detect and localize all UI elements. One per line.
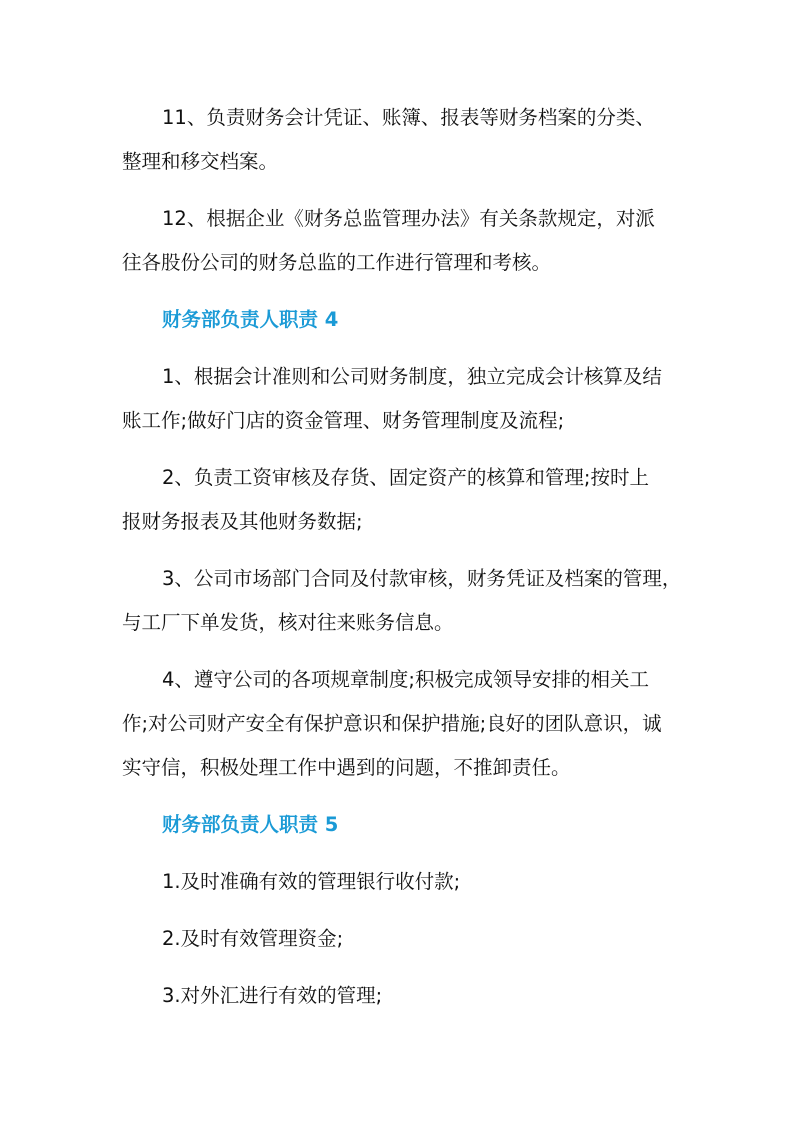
- paragraph: [122, 456, 702, 544]
- paragraph: [122, 197, 702, 285]
- text-line: 12、根据企业《财务总监管理办法》有关条款规定，对派: [162, 207, 655, 230]
- text-line: 作;对公司财产安全有保护意识和保护措施;良好的团队意识，诚: [122, 712, 662, 735]
- text-line: 往各股份公司的财务总监的工作进行管理和考核。: [122, 251, 552, 274]
- paragraph: [122, 355, 702, 443]
- text-line: 1.及时准确有效的管理银行收付款;: [162, 870, 461, 893]
- text-line: 3、公司市场部门合同及付款审核，财务凭证及档案的管理，: [162, 567, 682, 590]
- paragraph: [122, 96, 702, 184]
- text-line: 账工作;做好门店的资金管理、财务管理制度及流程;: [122, 409, 565, 432]
- document-body: [122, 96, 702, 1031]
- text-line: 3.对外汇进行有效的管理;: [162, 984, 383, 1007]
- paragraph: [122, 658, 702, 790]
- text-line: 实守信，积极处理工作中遇到的问题，不推卸责任。: [122, 756, 571, 779]
- text-line: 财务部负责人职责 5: [162, 813, 339, 836]
- text-line: 与工厂下单发货，核对往来账务信息。: [122, 611, 454, 634]
- text-line: 1、根据会计准则和公司财务制度，独立完成会计核算及结: [162, 365, 662, 388]
- text-line: 11、负责财务会计凭证、账簿、报表等财务档案的分类、: [162, 106, 655, 129]
- paragraph: [122, 557, 702, 645]
- section-heading: [122, 803, 702, 847]
- text-line: 2、负责工资审核及存货、固定资产的核算和管理;按时上: [162, 466, 649, 489]
- text-line: 财务部负责人职责 4: [162, 308, 339, 331]
- paragraph: [122, 974, 702, 1018]
- text-line: 整理和移交档案。: [122, 150, 279, 173]
- paragraph: [122, 917, 702, 961]
- paragraph: [122, 860, 702, 904]
- section-heading: [122, 298, 702, 342]
- text-line: 4、遵守公司的各项规章制度;积极完成领导安排的相关工: [162, 668, 649, 691]
- text-line: 2.及时有效管理资金;: [162, 927, 344, 950]
- text-line: 报财务报表及其他财务数据;: [122, 510, 363, 533]
